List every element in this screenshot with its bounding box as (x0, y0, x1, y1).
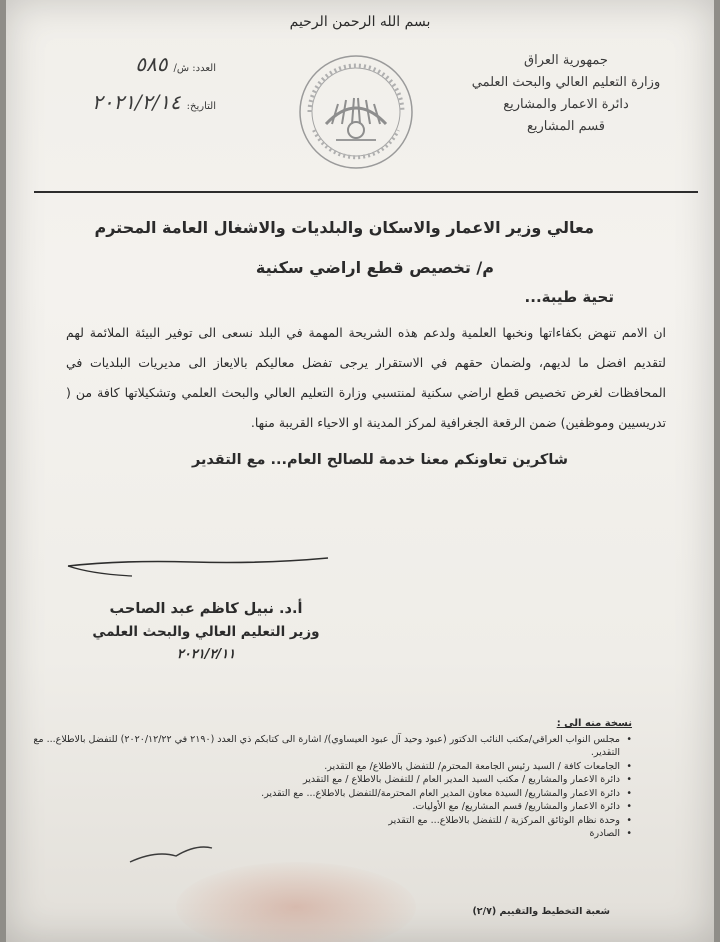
signature-stroke (62, 552, 332, 582)
list-item: • دائرة الاعمار والمشاريع / مكتب السيد المدير العام / للتفضل بالاطلاع / مع التقدير (303, 774, 632, 785)
addressee: معالي وزير الاعمار والاسكان والبلديات والاشغال العامة المحترم (94, 218, 594, 237)
list-item: • دائرة الاعمار والمشاريع/ قسم المشاريع/ مع الأوليات. (412, 801, 632, 812)
basmala: بسم الله الرحمن الرحيم (289, 14, 431, 30)
list-item: • الصادرة (589, 828, 632, 839)
initials-mark (126, 840, 216, 870)
copies-heading: نسخة منه الى : (556, 718, 632, 729)
ministry-seal-icon (296, 52, 416, 172)
reference-block (46, 52, 216, 128)
date-value: ٢٠٢١/٢/١٤ (92, 90, 181, 114)
header-divider (34, 191, 698, 193)
number-value: ٥٨٥ (135, 52, 168, 76)
letter-page (6, 0, 714, 942)
org-line: جمهورية العراق (524, 53, 608, 68)
list-item: • وحدة نظام الوثائق المركزية / للتفضل بالاطلاع... مع التقدير (388, 814, 632, 826)
paper-stain (176, 862, 416, 942)
closing-line: شاكرين تعاونكم معنا خدمة للصالح العام... مع التقدير (191, 452, 569, 468)
letter-body: ان الامم تنهض بكفاءاتها ونخبها العلمية ولدعم هذه الشريحة المهمة في البلد نسعى الى توفير البيئة الملائمة لهم لتقديم افضل ما لديهم، ولضمان حقهم في الاستقرار يرجى تفضل معاليكم بالايعاز الى مديريات البلديات في المحافظات لغرض تخصيص قطع اراضي سكنية لمنتسبي وزارة التعليم العالي والبحث العلمي وتشكيلاتها كافة من ( تدريسيين وموظفين) ضمن الرقعة الجغرافية لمركز المدينة او الاحياء القريبة منها. (66, 325, 666, 430)
org-line: قسم المشاريع (526, 119, 606, 134)
signatory-name: أ.د. نبيل كاظم عبد الصاحب (109, 601, 303, 617)
list-item: • الجامعات كافة / السيد رئيس الجامعة المحترم/ للتفضل بالاطلاع/ مع التقدير. (324, 760, 632, 772)
list-item: • مجلس النواب العراقي/مكتب النائب الدكتور (عبود وحيد آل عبود العيساوي)/ اشارة الى كتابكم ذي العدد (٢١٩٠ في ٢٠٢٠/١٢/٢٢) للتفضل بالاطلاع... مع التقدير. (33, 733, 632, 758)
date-label: التاريخ: (186, 101, 216, 112)
signature-block (76, 598, 336, 666)
greeting: تحية طيبة... (524, 288, 614, 306)
subject: م/ تخصيص قطع اراضي سكنية (255, 258, 494, 277)
list-item: • دائرة الاعمار والمشاريع/ السيدة معاون المدير العام المحترمة/للتفضل بالاطلاع... مع التقدير. (261, 787, 632, 799)
number-label: العدد: ش/ (173, 63, 216, 74)
org-header (466, 50, 666, 138)
org-line: وزارة التعليم العالي والبحث العلمي (471, 75, 661, 90)
signatory-title: وزير التعليم العالي والبحث العلمي (92, 624, 320, 640)
org-line: دائرة الاعمار والمشاريع (503, 97, 629, 112)
footer-reference: شعبة التخطيط والتقييم (٢/٧) (472, 906, 610, 917)
copies-list (32, 717, 632, 841)
signature-date: ٢٠٢١/٢/١١ (176, 647, 236, 662)
